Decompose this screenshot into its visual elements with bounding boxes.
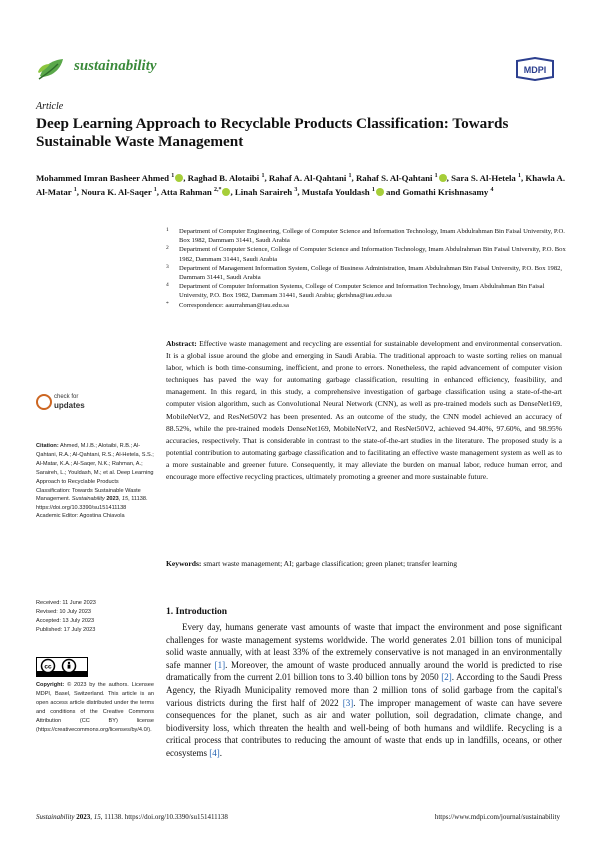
affiliation-text: Department of Computer Engineering, College of Computer Science and Information Technology, Imam Abdulrahman Bin Faisal University, P.O. Box 1982, Dammam 31441, Saudi Arabia: [179, 228, 565, 245]
date-line: Accepted: 13 July 2023: [36, 617, 95, 624]
section-heading-introduction: 1. Introduction: [166, 607, 228, 617]
svg-text:MDPI: MDPI: [523, 65, 547, 75]
keywords-label: Keywords:: [166, 559, 202, 568]
footer-citation: Sustainability 2023, 15, 11138. https://doi.org/10.3390/su151411138: [36, 813, 228, 821]
intro-text: . According to the Saudi Press Agency, the Riyadh Municipality removed more than 2 million tons of solid garbage from the capital's various districts during the first half of 2022: [166, 672, 562, 708]
author-name[interactable]: Noura K. Al-Saqer: [81, 187, 154, 198]
affiliation-text: Correspondence: aaurrahman@iau.edu.sa: [179, 301, 289, 309]
citation-text: Ahmed, M.I.B.; Alotaibi, R.B.; Al-Qahtani, R.A.; Al-Qahtani, R.S.; Al-Hetela, S.S.; Al-Matar, K.A.; Al-Saqer, N.K.; Rahman, A.; Saraireh, L.; Youldash, M.; et al. Deep Learning Approach to Recyclable Products Classification: Towards Sustainable Waste Management.: [36, 443, 154, 503]
abstract-text: Effective waste management and recycling are essential for sustainable development and environmental conservation. It is a global issue around the globe and emerging in Saudi Arabia. The traditional approach to waste sorting relies on manual labor, which is both time-consuming, inefficient, and prone to errors. Nonetheless, the rapid advancement of computer vision techniques has paved the way for automating garbage classification, resulting in enhanced efficiency, feasibility, and management. In this regard, in this study, a comprehensive investigation of garbage classification using a state-of-the-art computer vision algorithm, such as Convolutional Neural Network (CNN), as well as pre-trained models such as DenseNet169, MobileNetV2, and ResNet50V2 has been presented. As an outcome of the study, the CNN model achieved an accuracy of 88.52%, while the pre-trained models DenseNet169, MobileNetV2, and ResNet50V2, achieved 94.40%, 97.60%, and 98.95% accuracies, respectively. That is considerable in contrast to the state-of-the-art studies in the literature. The proposed study is a potential contribution to automating garbage classification and to facilitating an effective waste management system as well as to a more sustainable and greener future. Consequently, it may alleviate the burden on manual labor, reduce human error, and encourage more effective recycling practices, ultimately promoting a greener and more sustainable future.: [166, 339, 562, 482]
intro-text: Every day, humans generate vast amounts of waste that impact the environment and pose significant challenges for waste management systems worldwide. The world generates 2.01 billion tons of municipal solid waste annually, with at least 33% of the extremely conservative is not managed in an environmentally safe manner: [166, 622, 562, 670]
author-name[interactable]: Atta Rahman: [160, 187, 214, 198]
citation-year: 2023: [106, 496, 119, 503]
abstract-label: Abstract:: [166, 339, 197, 348]
author-name[interactable]: Raghad B. Alotaibi: [187, 172, 262, 183]
author-affiliation-sup: 1: [73, 187, 77, 194]
author-name[interactable]: Khawla A. Al-Matar: [36, 172, 566, 198]
affiliations: [166, 227, 566, 310]
intro-text: . Moreover, the amount of waste produced annually around the world is predicted to rise dramatically from the current 2.01 billion tons to 3.40 billion tons by 2050: [166, 659, 563, 683]
footer-journal: Sustainability: [36, 813, 75, 821]
affiliation-number: *: [166, 300, 169, 307]
copyright-label: Copyright:: [36, 682, 65, 688]
keywords: [166, 558, 562, 569]
author-affiliation-sup: 1: [348, 173, 352, 179]
citation-label: Citation:: [36, 443, 59, 449]
intro-text: .: [219, 747, 222, 758]
citation-journal: Sustainability: [71, 496, 105, 503]
date-line: Published: 17 July 2023: [36, 626, 96, 633]
author-affiliation-sup: 1: [261, 173, 265, 179]
author-list: Mohammed Imran Basheer Ahmed $^1$ , Raghad B. Alotaibi $^1$, Rahaf A. Al-Qahtani $^1$, Rahaf S. Al-Qahtani $^1$ , Sara S. Al-Hetela $^1$, Khawla A. Al-Matar $^1$, Noura K. Al-Saqer $^1$, Atta Rahman $^{2,*}$ , Linah Saraireh $^3$, Mustafa Youldash $^1$ and Gomathi Krishnasamy $^4$: [36, 172, 566, 198]
affiliation-text: Department of Management Information System, College of Business Administration, Imam Abdulrahman Bin Faisal University, P.O. Box 1982, Dammam 31441, Saudi Arabia: [179, 264, 563, 282]
footer-journal-url[interactable]: https://www.mdpi.com/journal/sustainability: [434, 813, 560, 821]
check-updates-line1: check for: [54, 394, 79, 400]
paper-title: Deep Learning Approach to Recyclable Products Classification: Towards Sustainable Waste Management: [36, 115, 509, 150]
academic-editor: Academic Editor: Agostina Chiavola: [36, 513, 125, 519]
orcid-icon[interactable]: [439, 174, 447, 182]
author-name[interactable]: Mohammed Imran Basheer Ahmed: [36, 172, 172, 183]
abstract: [166, 338, 562, 483]
author-affiliation-sup: 1: [371, 187, 375, 194]
author-name[interactable]: Rahaf S. Al-Qahtani: [355, 172, 435, 183]
journal-name[interactable]: sustainability: [74, 58, 157, 74]
affiliation-item: [166, 301, 566, 310]
affiliation-number: 3: [166, 263, 169, 270]
introduction-paragraph: [166, 621, 562, 760]
citation-volume: 15: [121, 496, 129, 503]
author-affiliation-sup: 3: [294, 187, 298, 194]
orcid-icon[interactable]: [175, 174, 183, 182]
check-updates-icon[interactable]: [36, 394, 52, 410]
orcid-icon[interactable]: [376, 188, 384, 196]
affiliation-number: 2: [166, 245, 169, 252]
reference-link[interactable]: [1]: [214, 659, 226, 670]
dates-block: [36, 599, 154, 635]
check-updates-link[interactable]: [54, 394, 85, 409]
cc-by-license-icon[interactable]: [36, 657, 88, 677]
affiliation-item: [166, 282, 566, 300]
article-type: Article: [36, 101, 64, 112]
reference-link[interactable]: [3]: [342, 697, 354, 708]
author-affiliation-sup: 1: [434, 173, 438, 179]
svg-text:cc: cc: [44, 663, 52, 671]
author-affiliation-sup: 1: [153, 187, 157, 194]
author-name[interactable]: Rahaf A. Al-Qahtani: [268, 172, 349, 183]
copyright-text: © 2023 by the authors. Licensee MDPI, Basel, Switzerland. This article is an open access article distributed under the terms and conditions of the Creative Commons Attribution (CC BY) license (https://creativecommons.org/licenses/by/4.0/).: [36, 682, 154, 733]
reference-link[interactable]: [2]: [441, 672, 452, 683]
copyright-block: [36, 681, 154, 734]
author-name[interactable]: Mustafa Youldash: [301, 187, 372, 198]
intro-text: . The improper management of waste can have severe consequences for the planet, such as air and water pollution, soil degradation, climate change, and biodiversity loss, which threaten the health and well-being of both humans and wildlife. Recycling is a critical process that contributes to reducing the amount of waste that ends up in landfills, oceans, or other ecosystems: [166, 697, 562, 758]
author-affiliation-sup: 1: [518, 173, 522, 179]
check-updates-line2: updates: [54, 400, 85, 410]
affiliation-text: Department of Computer Information Systems, College of Computer Science and Information Technology, Imam Abdulrahman Bin Faisal University, P.O. Box 1982, Dammam 31441, Saudi Arabia; gkrishna@iau.edu.sa: [179, 283, 545, 300]
affiliation-item: [166, 227, 566, 245]
footer-year: 2023: [76, 813, 91, 821]
leaf-logo-icon: [36, 54, 66, 84]
keywords-text: smart waste management; AI; garbage classification; green planet; transfer learning: [203, 559, 457, 568]
affiliation-item: [166, 264, 566, 282]
author-name[interactable]: Sara S. Al-Hetela: [451, 172, 519, 183]
affiliation-text: Department of Computer Science, College of Computer Science and Information Technology, Imam Abdulrahman Bin Faisal University, P.O. Box 1982, Dammam 31441, Saudi Arabia: [179, 246, 566, 263]
date-line: Received: 11 June 2023: [36, 600, 96, 606]
author-affiliation-sup: 2,*: [213, 187, 222, 194]
affiliation-number: 4: [166, 282, 169, 289]
date-line: Revised: 10 July 2023: [36, 608, 92, 615]
author-affiliation-sup: 1: [171, 173, 175, 179]
mdpi-logo-icon: [512, 57, 558, 81]
citation-doi[interactable]: , 11138. https://doi.org/10.3390/su151411138: [36, 496, 148, 512]
citation-block: Citation: Ahmed, M.I.B.; Alotaibi, R.B.; Al-Qahtani, R.A.; Al-Qahtani, R.S.; Al-Hetela, S.S.; Al-Matar, K.A.; Al-Saqer, N.K.; Rahman, A.; Saraireh, L.; Youldash, M.; et al. Deep Learning Approach to Recyclable Products Classification: Towards Sustainable Waste Management. Sustainability 2023, 15, 11138. https://doi.org/10.3390/su151411138: [36, 443, 154, 512]
author-name[interactable]: Gomathi Krishnasamy: [402, 187, 491, 198]
reference-link[interactable]: [4]: [209, 747, 220, 758]
author-name[interactable]: Linah Saraireh: [234, 187, 295, 198]
orcid-icon[interactable]: [222, 188, 230, 196]
affiliation-number: 1: [166, 227, 169, 233]
footer-doi[interactable]: , 11138. https://doi.org/10.3390/su151411138: [100, 813, 228, 821]
author-affiliation-sup: 4: [490, 187, 494, 194]
footer-volume: 15: [93, 813, 101, 821]
affiliation-item: [166, 245, 566, 263]
